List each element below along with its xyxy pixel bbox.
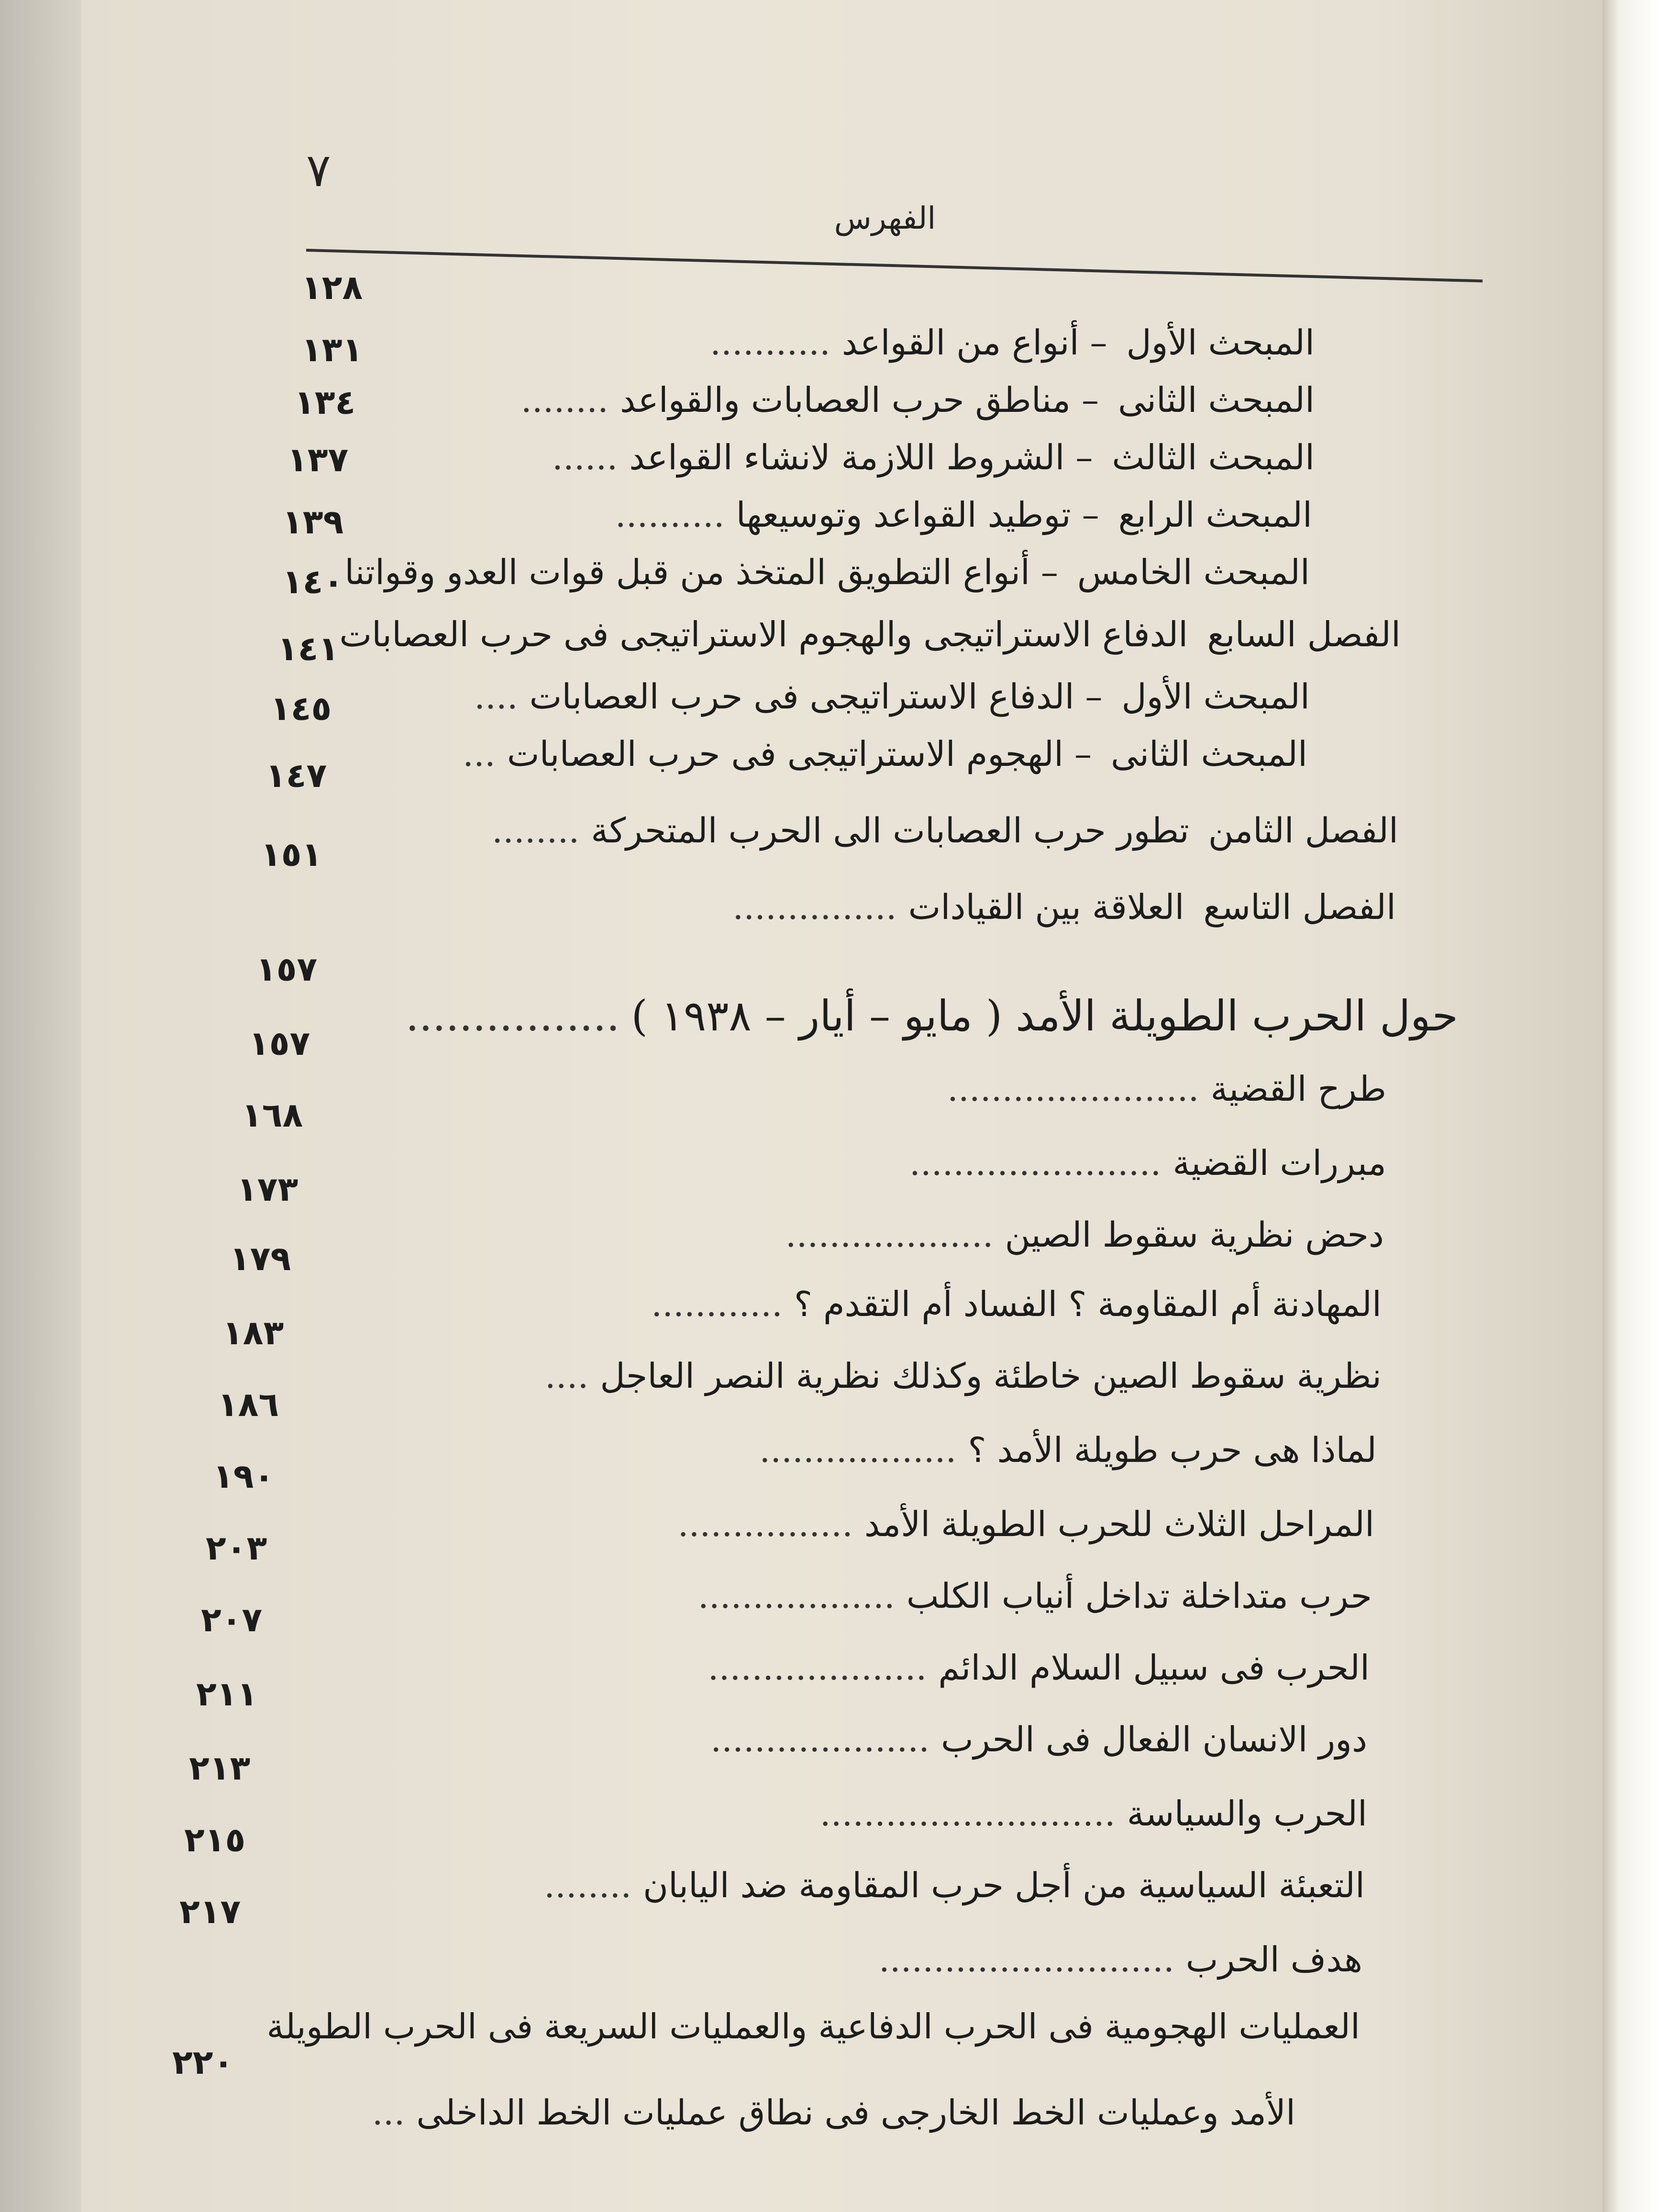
toc-entry-leader: .... (474, 676, 518, 717)
toc-entry-leader: ................ (405, 991, 620, 1040)
toc-entry-page: ٢١٣ (189, 1748, 251, 1788)
toc-entry (708, 1648, 1370, 1688)
toc-entry-title: الدفاع الاستراتيجى والهجوم الاستراتيجى فى حرب العصابات (339, 614, 1188, 654)
toc-entry (615, 495, 1312, 535)
toc-entry-leader: ... (372, 2092, 405, 2133)
toc-entry-page: ٢١١ (196, 1674, 258, 1714)
toc-entry-title: الحرب والسياسة (1127, 1793, 1367, 1834)
toc-entry (544, 1356, 1382, 1396)
toc-entry-label: الفصل التاسع (1203, 887, 1396, 927)
toc-entry-leader: ........ (492, 810, 580, 851)
toc-entry-leader: ....................... (909, 1143, 1161, 1183)
toc-entry (947, 1069, 1386, 1109)
toc-entry (785, 1215, 1384, 1255)
toc-entry-title: العمليات الهجومية فى الحرب الدفاعية والعمليات السريعة فى الحرب الطويلة (266, 2006, 1360, 2046)
toc-entry-page: ١٨٦ (218, 1385, 279, 1424)
toc-entry (372, 2092, 1295, 2133)
toc-entry-leader: .................. (697, 1576, 895, 1616)
toc-entry (878, 1939, 1362, 1980)
toc-entry (909, 1143, 1386, 1183)
toc-entry-label: الفصل السابع (1207, 614, 1401, 654)
toc-entry-title: – مناطق حرب العصابات والقواعد (619, 380, 1099, 420)
running-header: الفهرس (834, 201, 936, 236)
toc-entry-page: ٢١٥ (184, 1820, 246, 1859)
toc-entry-leader: ................... (785, 1215, 994, 1255)
toc-entry-label: المبحث الثالث (1112, 437, 1315, 477)
toc-entry-page: ١٥٧ (249, 1024, 310, 1063)
toc-entry-page: ١٥٧ (256, 950, 318, 989)
toc-entry-title: حول الحرب الطويلة الأمد ( مايو – أيار – ١٩٣٨ ) (631, 991, 1458, 1040)
toc-entry-page: ٢١٧ (179, 1892, 241, 1931)
toc-entry-label: المبحث الأول (1126, 322, 1315, 363)
toc-entry-leader: ........ (520, 380, 608, 420)
toc-entry-page: ١٧٣ (237, 1170, 299, 1209)
toc-entry-leader: .................... (708, 1648, 927, 1688)
toc-entry-label: المبحث الثانى (1110, 734, 1307, 774)
toc-entry-page: ١٣٩ (282, 502, 344, 542)
toc-entry-page: ١٤٧ (265, 756, 327, 795)
toc-entry (552, 437, 1315, 477)
toc-entry-label: المبحث الثانى (1117, 380, 1315, 420)
toc-entry (520, 380, 1315, 420)
toc-entry-leader: ... (463, 734, 496, 774)
toc-entry-title: مبررات القضية (1172, 1143, 1386, 1183)
toc-entry-page: ١٨٣ (222, 1313, 284, 1352)
toc-entry-page: ١٤١ (277, 629, 339, 668)
toc-entry-leader: ........... (710, 322, 830, 363)
toc-entry-leader: ............ (651, 1284, 783, 1324)
toc-entry-title: الحرب فى سبيل السلام الدائم (938, 1648, 1370, 1688)
toc-entry-page: ١٣١ (301, 330, 363, 369)
toc-entry-leader: ................ (677, 1504, 853, 1544)
toc-entry-page: ٢٢٠ (172, 2043, 234, 2082)
toc-entry-title: – توطيد القواعد وتوسيعها (736, 495, 1099, 535)
toc-entry (732, 887, 1396, 927)
toc-entry-page: ١٩٠ (213, 1457, 275, 1496)
toc-entry-page: ١٢٨ (301, 268, 363, 307)
toc-entry-page: ١٤٥ (270, 689, 332, 728)
toc-entry (492, 810, 1398, 851)
toc-entry (328, 614, 1401, 654)
toc-entry-title: المهادنة أم المقاومة ؟ الفساد أم التقدم ؟ (794, 1284, 1382, 1324)
toc-entry-page: ١٣٧ (287, 440, 349, 479)
toc-entry-label: الفصل الثامن (1208, 810, 1398, 851)
toc-entry-title: العلاقة بين القيادات (908, 887, 1184, 927)
toc-entry (759, 1430, 1377, 1470)
toc-entry (677, 1504, 1374, 1544)
toc-entry-leader: ...... (552, 437, 618, 477)
toc-entry-title: – الشروط اللازمة لانشاء القواعد (629, 437, 1093, 477)
toc-entry (710, 322, 1315, 363)
toc-entry-title: – الهجوم الاستراتيجى فى حرب العصابات (507, 734, 1092, 774)
toc-entry-title: تطور حرب العصابات الى الحرب المتحركة (591, 810, 1189, 851)
toc-entry-title: – أنواع من القواعد (841, 322, 1107, 363)
toc-entry-title: المراحل الثلاث للحرب الطويلة الأمد (864, 1504, 1374, 1544)
toc-entry-title: دور الانسان الفعال فى الحرب (941, 1719, 1367, 1759)
toc-entry-leader: .................... (710, 1719, 929, 1759)
toc-entry (333, 552, 1310, 592)
toc-entry-page: ١٦٨ (242, 1095, 303, 1135)
toc-entry-leader: .................. (759, 1430, 957, 1470)
toc-entry-page: ٢٠٧ (201, 1600, 263, 1639)
toc-entry (819, 1793, 1367, 1834)
toc-entry-page: ١٣٤ (294, 383, 356, 422)
toc-entry-leader: .......... (615, 495, 725, 535)
toc-entry-title: لماذا هى حرب طويلة الأمد ؟ (968, 1430, 1377, 1470)
toc-entry-title: الأمد وعمليات الخط الخارجى فى نطاق عمليات الخط الداخلى (416, 2092, 1295, 2133)
toc-entry-leader: ........ (544, 1865, 632, 1905)
toc-entry-title: حرب متداخلة تداخل أنياب الكلب (906, 1576, 1372, 1616)
toc-entry-page: ١٥١ (261, 835, 322, 874)
toc-entry (266, 2006, 1360, 2046)
toc-entry-title: هدف الحرب (1185, 1939, 1362, 1980)
toc-entry-label: المبحث الأول (1121, 676, 1310, 717)
toc-entry-title: طرح القضية (1210, 1069, 1386, 1109)
toc-entry-page: ٢٠٣ (206, 1528, 267, 1568)
toc-entry-title: – الدفاع الاستراتيجى فى حرب العصابات (529, 676, 1103, 717)
toc-entry-title: دحض نظرية سقوط الصين (1005, 1215, 1384, 1255)
toc-entry (697, 1576, 1372, 1616)
toc-entry-leader: ........................... (819, 1793, 1116, 1834)
toc-entry-page: ١٧٩ (230, 1239, 291, 1278)
toc-entry-leader: ............... (732, 887, 897, 927)
toc-entry-title: التعبئة السياسية من أجل حرب المقاومة ضد اليابان (643, 1865, 1365, 1905)
toc-entry-title: نظرية سقوط الصين خاطئة وكذلك نظرية النصر العاجل (600, 1356, 1382, 1396)
toc-entry-leader: ....................... (947, 1069, 1199, 1109)
toc-entry-page: ١٤٠ (282, 562, 344, 601)
toc-entry (710, 1719, 1367, 1759)
toc-part-heading (405, 991, 1458, 1040)
toc-entry (651, 1284, 1382, 1324)
toc-entry-title: – أنواع التطويق المتخذ من قبل قوات العدو وقواتنا (344, 552, 1058, 592)
toc-entry-label: المبحث الرابع (1118, 495, 1312, 535)
page-number: ٧ (306, 144, 331, 197)
toc-entry-label: المبحث الخامس (1077, 552, 1310, 592)
toc-entry-leader: ........................... (878, 1939, 1174, 1980)
toc-entry (544, 1865, 1365, 1905)
toc-entry (474, 676, 1310, 717)
toc-entry-leader: .... (544, 1356, 589, 1396)
toc-entry (463, 734, 1307, 774)
